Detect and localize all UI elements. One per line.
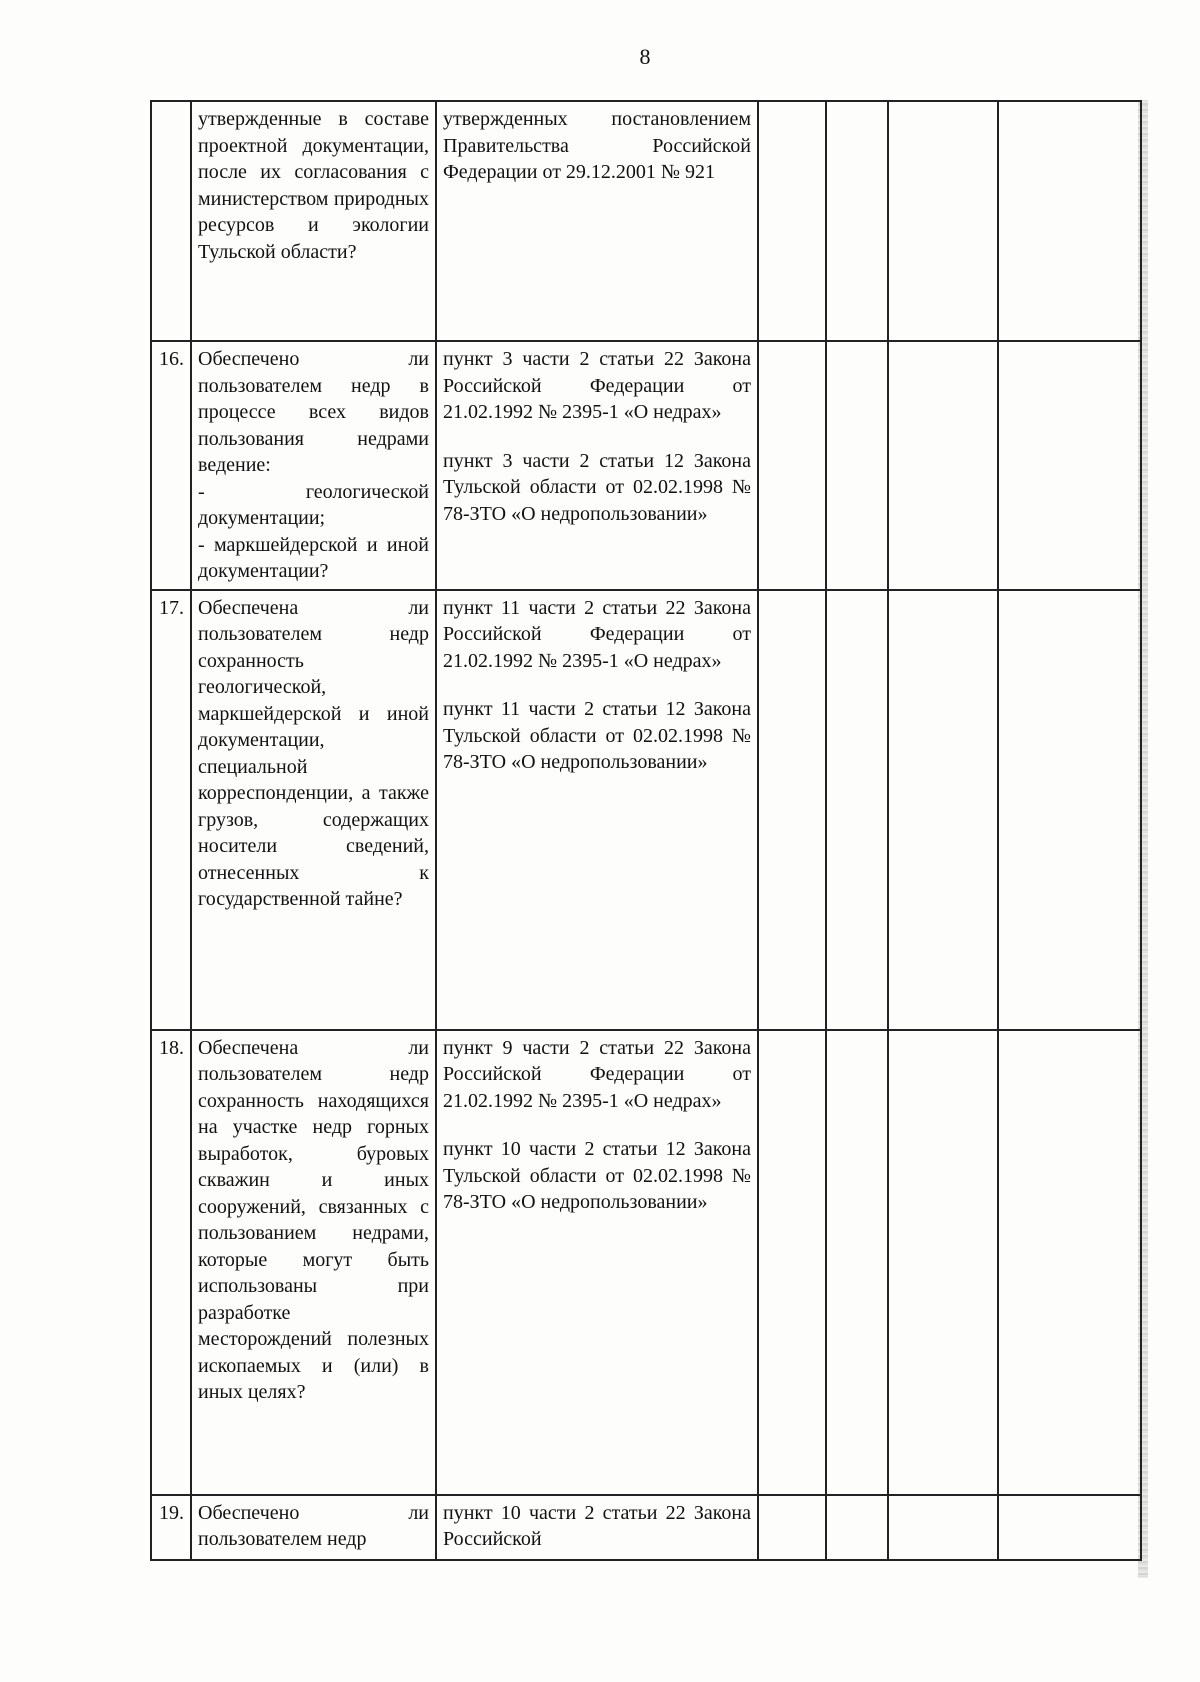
answer-cell-no (826, 590, 888, 1030)
question-cell: утвержденные в составе проектной документации, после их согласования с министерством природных ресурсов и экологии Тульской области? (191, 101, 436, 341)
legal-basis-text: пункт 10 части 2 статьи 12 Закона Тульской области от 02.02.1998 № 78-ЗТО «О недропользовании» (443, 1138, 751, 1213)
legal-basis-text: пункт 11 части 2 статьи 22 Закона Российской Федерации от 21.02.1992 № 2395-1 «О недрах» (443, 596, 751, 672)
notes-cell (998, 1495, 1141, 1560)
answer-cell-na (888, 1030, 998, 1495)
table-row (151, 1495, 1141, 1560)
legal-basis-text: пункт 10 части 2 статьи 22 Закона Российской (443, 1501, 751, 1550)
answer-cell-no (826, 341, 888, 590)
question-cell (191, 341, 436, 590)
answer-cell-na (888, 590, 998, 1030)
answer-cell-yes (758, 341, 826, 590)
legal-basis-cell (436, 1030, 758, 1495)
legal-basis-text: пункт 3 части 2 статьи 12 Закона Тульской области от 02.02.1998 № 78-ЗТО «О недропользовании» (443, 449, 751, 525)
legal-basis-text: пункт 9 части 2 статьи 22 Закона Российской Федерации от 21.02.1992 № 2395-1 «О недрах» (443, 1036, 751, 1112)
table-row (151, 101, 1141, 341)
notes-cell (998, 1030, 1141, 1495)
legal-basis-text: пункт 11 части 2 статьи 12 Закона Тульской области от 02.02.1998 № 78-ЗТО «О недропользовании» (443, 698, 751, 773)
notes-cell (998, 101, 1141, 341)
answer-cell-na (888, 1495, 998, 1560)
question-cell: Обеспечена ли пользователем недр сохранность находящихся на участке недр горных выработок, буровых скважин и иных сооружений, связанных с пользованием недрами, которые могут быть использованы при разработке месторождений полезных ископаемых и (или) в иных целях? (191, 1030, 436, 1495)
page-number: 8 (639, 44, 651, 69)
row-number (151, 101, 191, 341)
notes-cell (998, 590, 1141, 1030)
legal-basis-cell (436, 341, 758, 590)
answer-cell-no (826, 1030, 888, 1495)
legal-basis-text: пункт 3 части 2 статьи 22 Закона Российской Федерации от 21.02.1992 № 2395-1 «О недрах» (443, 348, 751, 423)
notes-cell (998, 341, 1141, 590)
legal-basis-cell (436, 590, 758, 1030)
table-row (151, 1030, 1141, 1495)
answer-cell-no (826, 101, 888, 341)
answer-cell-yes (758, 1030, 826, 1495)
table-row (151, 590, 1141, 1030)
row-number: 16. (151, 341, 191, 590)
row-number: 18. (151, 1030, 191, 1495)
legal-basis-cell (436, 101, 758, 341)
question-cell: Обеспечено ли пользователем недр (191, 1495, 436, 1560)
question-cell: Обеспечена ли пользователем недр сохранность геологической, маркшейдерской и иной документации, специальной корреспонденции, а также грузов, содержащих носители сведений, отнесенных к государственной тайне? (191, 590, 436, 1030)
checklist-table (150, 100, 1142, 1561)
row-number: 17. (151, 590, 191, 1030)
row-number: 19. (151, 1495, 191, 1560)
answer-cell-na (888, 341, 998, 590)
answer-cell-yes (758, 101, 826, 341)
answer-cell-na (888, 101, 998, 341)
answer-cell-yes (758, 590, 826, 1030)
answer-cell-no (826, 1495, 888, 1560)
question-text: Обеспечено ли пользователем недр в процессе всех видов пользования недрами ведение: - геологической документации; - маркшейдерской и иной документации? (198, 348, 429, 582)
table-row (151, 341, 1141, 590)
legal-basis-cell (436, 1495, 758, 1560)
legal-basis-text: утвержденных постановлением Правительства Российской Федерации от 29.12.2001 № 921 (443, 108, 751, 183)
answer-cell-yes (758, 1495, 826, 1560)
